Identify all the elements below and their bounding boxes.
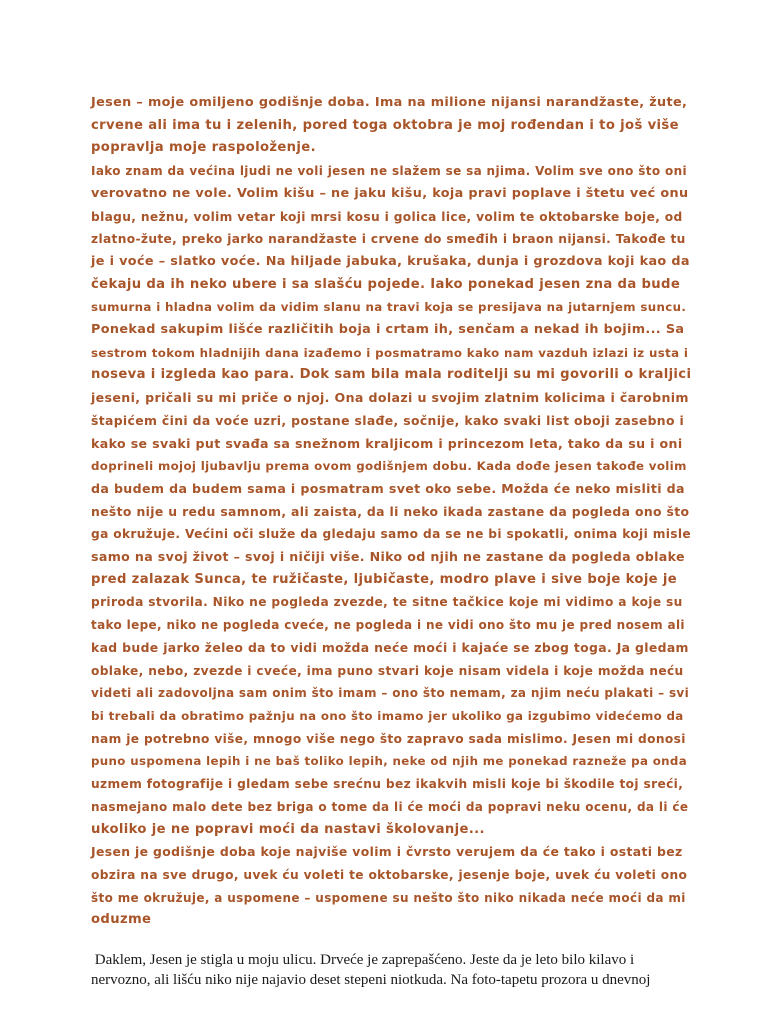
text-line: obzira na sve drugo, uvek ću voleti te oktobarske, jesenje boje, uvek ću voleti ono <box>91 867 688 882</box>
text-line: blagu, nežnu, volim vetar koji mrsi kosu i golica lice, volim te oktobarske boje, od <box>91 209 683 224</box>
text-line: noseva i izgleda kao para. Dok sam bila mala roditelji su mi govorili o kraljici <box>91 367 692 383</box>
text-line: puno uspomena lepih i ne baš toliko lepih, neke od njih me ponekad razneže pa onda <box>91 754 688 769</box>
text-line: zlatno-žute, preko jarko narandžaste i crvene do smeđih i braon nijansi. Takođe tu <box>91 232 686 247</box>
text-line: verovatno ne vole. Volim kišu – ne jaku kišu, koja pravi poplave i štetu već onu <box>91 185 689 201</box>
text-line: priroda stvorila. Niko ne pogleda zvezde, te sitne tačkice koje mi vidimo a koje su <box>91 595 683 610</box>
text-line: doprineli mojoj ljubavlju prema ovom godišnjem dobu. Kada dođe jesen takođe volim <box>91 459 687 474</box>
text-line: samo na svoj život – svoj i ničiji više. Niko od njih ne zastane da pogleda oblake <box>91 549 685 565</box>
text-line: Jesen je godišnje doba koje najviše volim i čvrsto verujem da će tako i ostati bez <box>91 844 683 860</box>
text-line: čekaju da ih neko ubere i sa slašću pojede. Iako ponekad jesen zna da bude <box>91 276 681 292</box>
text-line: uzmem fotografije i gledam sebe srećnu bez ikakvih misli koje bi škodile toj sreći, <box>91 777 684 792</box>
text-line: štapićem čini da voće uzri, postane slađe, sočnije, kako svaki list oboji zasebno i <box>91 412 685 428</box>
text-line: Jesen – moje omiljeno godišnje doba. Ima na milione nijansi narandžaste, žute, <box>91 95 688 110</box>
text-line: tako lepe, niko ne pogleda cveće, ne pogleda i ne vidi ono što mu je pred nosem ali <box>91 618 685 633</box>
text-line: nasmejano malo dete bez briga o tome da li će moći da popravi neku ocenu, da li će <box>91 799 689 814</box>
text-line: Ponekad sakupim lišće različitih boja i crtam ih, senčam a nekad ih bojim... Sa <box>91 322 685 338</box>
text-line: da budem da budem sama i posmatram svet oko sebe. Možda će neko misliti da <box>91 480 685 496</box>
text-line: oduzme <box>91 912 152 928</box>
text-line: bi trebali da obratimo pažnju na ono što imamo jer ukoliko ga izgubimo videćemo da <box>91 708 684 723</box>
text-line: sestrom tokom hladnijih dana izađemo i posmatramo kako nam vazduh izlazi iz usta i <box>91 345 689 360</box>
essay-text-block <box>91 92 691 932</box>
text-line: nervozno, ali lišću niko nije najavio deset stepeni niotkuda. Na foto-tapetu prozora u dnevnoj <box>91 972 651 988</box>
text-line: što me okružuje, a uspomene – uspomene su nešto što niko nikada neće moći da mi <box>91 890 686 905</box>
text-line: nešto nije u redu samnom, ali zaista, da li neko ikada zastane da pogleda ono što <box>91 503 690 519</box>
text-line: videti ali zadovoljna sam onim što imam – ono što nemam, za njim neću plakati – svi <box>91 686 690 701</box>
text-line: je i voće – slatko voće. Na hiljade jabuka, krušaka, dunja i grozdova koji kao da <box>91 253 690 269</box>
text-line: pred zalazak Sunca, te ružičaste, ljubičaste, modro plave i sive boje koje je <box>91 571 678 587</box>
text-line: Daklem, Jesen je stigla u moju ulicu. Drveće je zaprepašćeno. Jeste da je leto bilo kilavo i <box>91 952 635 968</box>
text-line: ga okružuje. Većini oči služe da gledaju samo da se ne bi spokatli, onima koji misle <box>91 527 692 542</box>
text-line: kako se svaki put svađa sa snežnom kraljicom i princezom leta, tako da su i oni <box>91 435 683 451</box>
text-line: jeseni, pričali su mi priče o njoj. Ona dolazi u svojim zlatnim kolicima i čarobnim <box>91 390 689 406</box>
text-line: Iako znam da većina ljudi ne voli jesen ne slažem se sa njima. Volim sve ono što oni <box>91 164 687 179</box>
text-line: crvene ali ima tu i zelenih, pored toga oktobra je moj rođendan i to još više <box>91 117 679 133</box>
text-line: kad bude jarko želeo da to vidi možda neće moći i kajaće se zbog toga. Ja gledam <box>91 639 689 655</box>
text-line: popravlja moje raspoloženje. <box>91 140 316 156</box>
text-line: nam je potrebno više, mnogo više nego što zapravo sada mislimo. Jesen mi donosi <box>91 731 686 746</box>
text-line: ukoliko je ne popravi moći da nastavi školovanje... <box>91 821 485 837</box>
continuation-text-block <box>91 950 691 990</box>
text-line: oblake, nebo, zvezde i cveće, ima puno stvari koje nisam videla i koje možda neću <box>91 663 684 678</box>
text-line: sumurna i hladna volim da vidim slanu na travi koja se presijava na jutarnjem suncu. <box>91 300 687 315</box>
